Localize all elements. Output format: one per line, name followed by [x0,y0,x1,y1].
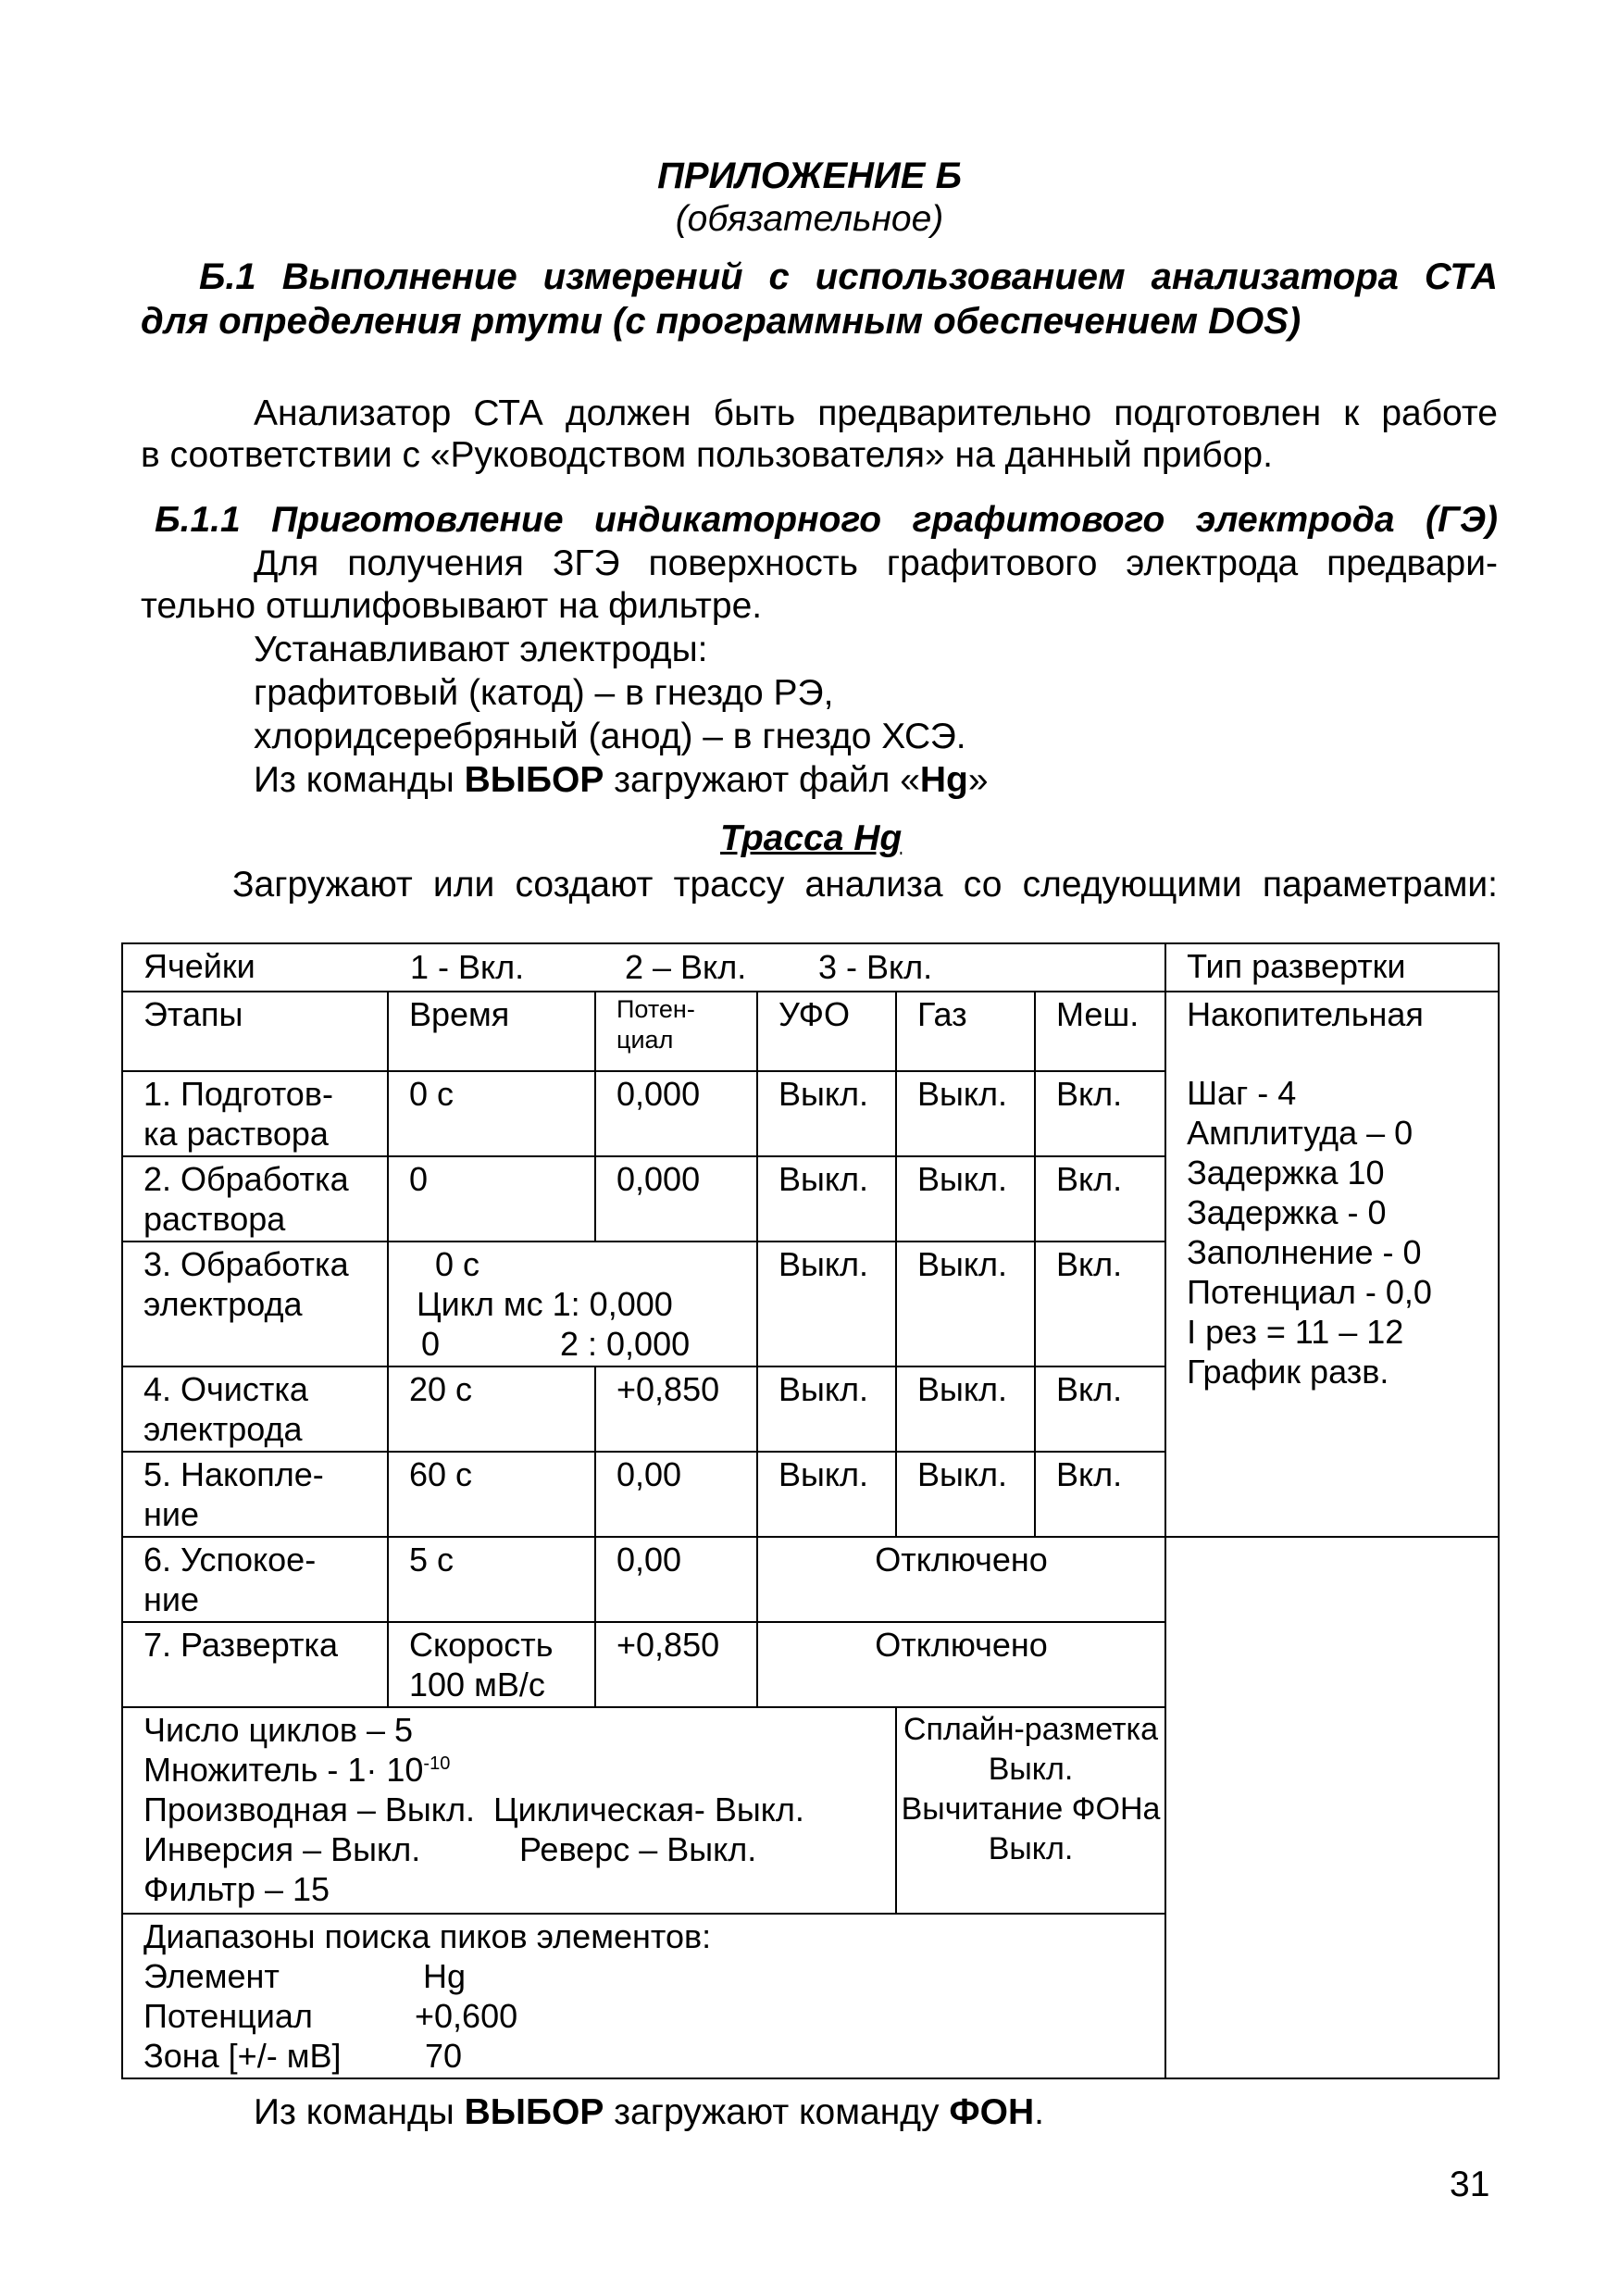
trace-title: Трасса Hg [720,818,903,858]
empty-cell [1165,1537,1499,2078]
table-row: 6. Успокое- ние 5 с 0,00 Отключено [122,1537,1499,1622]
header-ufo: УФО [757,992,896,1071]
intro-line2: в соответствии с «Руководством пользователя» на данный прибор. [141,435,1273,475]
para-line6: Из команды ВЫБОР загружают файл «Hg» [254,760,989,800]
section-heading-line1: Б.1 Выполнение измерений с использованием анализатора СТА [199,256,1498,297]
table-row: 7. Развертка Скорость 100 мВ/с +0,850 Отключено [122,1622,1499,1707]
cell3-status: 3 - Вкл. [818,948,933,986]
spline-params: Сплайн-разметка Выкл. Вычитание ФОНа Выкл. [896,1707,1165,1914]
cell1-status: 1 - Вкл. [410,948,525,986]
trace-description: Загружают или создают трассу анализа со следующими параметрами: [232,865,1498,905]
page-number: 31 [1450,2165,1490,2204]
intro-line1: Анализатор СТА должен быть предварительно подготовлен к работе [254,393,1498,433]
table-row: 4. Очистка электрода 20 с +0,850 Выкл. Выкл. Вкл. [122,1366,1499,1452]
sweep-type-label: Тип развертки [1165,943,1499,992]
para-line3: Устанавливают электроды: [254,630,708,669]
para-line5: хлоридсеребряный (анод) – в гнездо ХСЭ. [254,717,966,756]
para-line1: Для получения ЗГЭ поверхность графитового электрода предвари- [254,543,1498,583]
subsection-heading: Б.1.1 Приготовление индикаторного графитового электрода (ГЭ) [155,500,1498,540]
cells-label: Ячейки [143,947,255,985]
header-stage: Этапы [122,992,388,1071]
section-number: Б.1 [199,256,256,297]
header-time: Время [388,992,595,1071]
footer-instruction: Из команды ВЫБОР загружают команду ФОН. [254,2092,1044,2132]
header-row [122,992,1499,1071]
header-potential: Потен- циал [595,992,757,1071]
para-line4: графитовый (катод) – в гнездо РЭ, [254,673,834,713]
section-heading-line2: для определения ртути (с программным обеспечением DOS) [141,301,1301,342]
para-line2: тельно отшлифовывают на фильтре. [141,586,763,626]
cells-row [122,943,1499,992]
cell2-status: 2 – Вкл. [625,948,747,986]
processing-params: Число циклов – 5 Множитель - $1\cdot 10^{-10}$ Производная – Выкл. Циклическая- Выкл. Инверсия – Выкл. Реверс – Выкл. Фильтр – 15 [122,1707,896,1914]
table-row: 2. Обработка раствора 0 0,000 Выкл. Выкл. Вкл. [122,1156,1499,1242]
sweep-parameters: Шаг - 4 Амплитуда – 0 Задержка 10 Задержка - 0 Заполнение - 0 Потенциал - 0,0 I рез = 11 – 12 График разв. [1165,1071,1499,1537]
subsection-number: Б.1.1 [155,500,241,540]
parameters-table [121,942,1500,2079]
appendix-subtitle: (обязательное) [675,199,944,239]
peak-ranges: Диапазоны поиска пиков элементов: Элемент Hg Потенциал +0,600 Зона [+/- мВ] 70 [122,1914,1165,2078]
appendix-title: ПРИЛОЖЕНИЕ Б [657,156,962,196]
table-row: 1. Подготов- ка раствора 0 с 0,000 Выкл. Выкл. Вкл. Шаг - 4 Амплитуда – 0 Задержка 10 Задержка - 0 Заполнение - 0 Потенциал - 0,0 I рез = 11 – 12 График разв. [122,1071,1499,1156]
sweep-type: Накопительная [1165,992,1499,1071]
header-gas: Газ [896,992,1035,1071]
table-row: 5. Накопле- ние 60 с 0,00 Выкл. Выкл. Вкл. [122,1452,1499,1537]
table-row: 3. Обработка электрода 0 с Цикл мс 1: 0,000 0 2 : 0,000 Выкл. Выкл. Вкл. [122,1242,1499,1366]
header-mix: Меш. [1035,992,1165,1071]
